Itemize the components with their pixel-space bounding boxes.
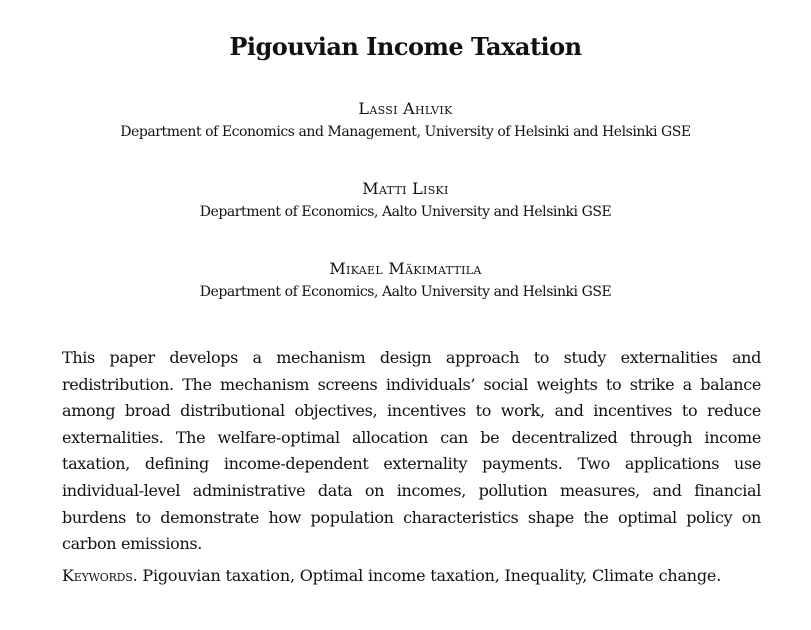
author-name: Mikael Mäkimattila <box>329 259 482 278</box>
author-affiliation: Department of Economics and Management, University of Helsinki and Helsinki GSE <box>120 124 691 140</box>
abstract-text: This paper develops a mechanism design approach to study externalities and redistribution. The mechanism screens individuals’ social weights to strike a balance among broad distributional objectives, incentives to work, and incentives to reduce externalities. The welfare-optimal allocation can be decentralized through income taxation, defining income-dependent externality payments. Two applications use individual-level administrative data on incomes, pollution measures, and financial burdens to demonstrate how population characteristics shape the optimal policy on carbon emissions. <box>62 348 761 554</box>
author-affiliation: Department of Economics, Aalto University and Helsinki GSE <box>199 204 612 220</box>
author-name: Matti Liski <box>362 179 449 198</box>
author-block <box>0 99 811 142</box>
author-name: Lassi Ahlvik <box>358 99 453 118</box>
paper-title: Pigouvian Income Taxation <box>229 32 582 61</box>
keywords-list: Pigouvian taxation, Optimal income taxation, Inequality, Climate change. <box>142 566 722 585</box>
keywords-label: Keywords. <box>62 566 138 585</box>
keywords-line <box>62 563 761 589</box>
author-affiliation: Department of Economics, Aalto University and Helsinki GSE <box>199 284 612 300</box>
author-block <box>0 179 811 222</box>
author-block <box>0 259 811 302</box>
